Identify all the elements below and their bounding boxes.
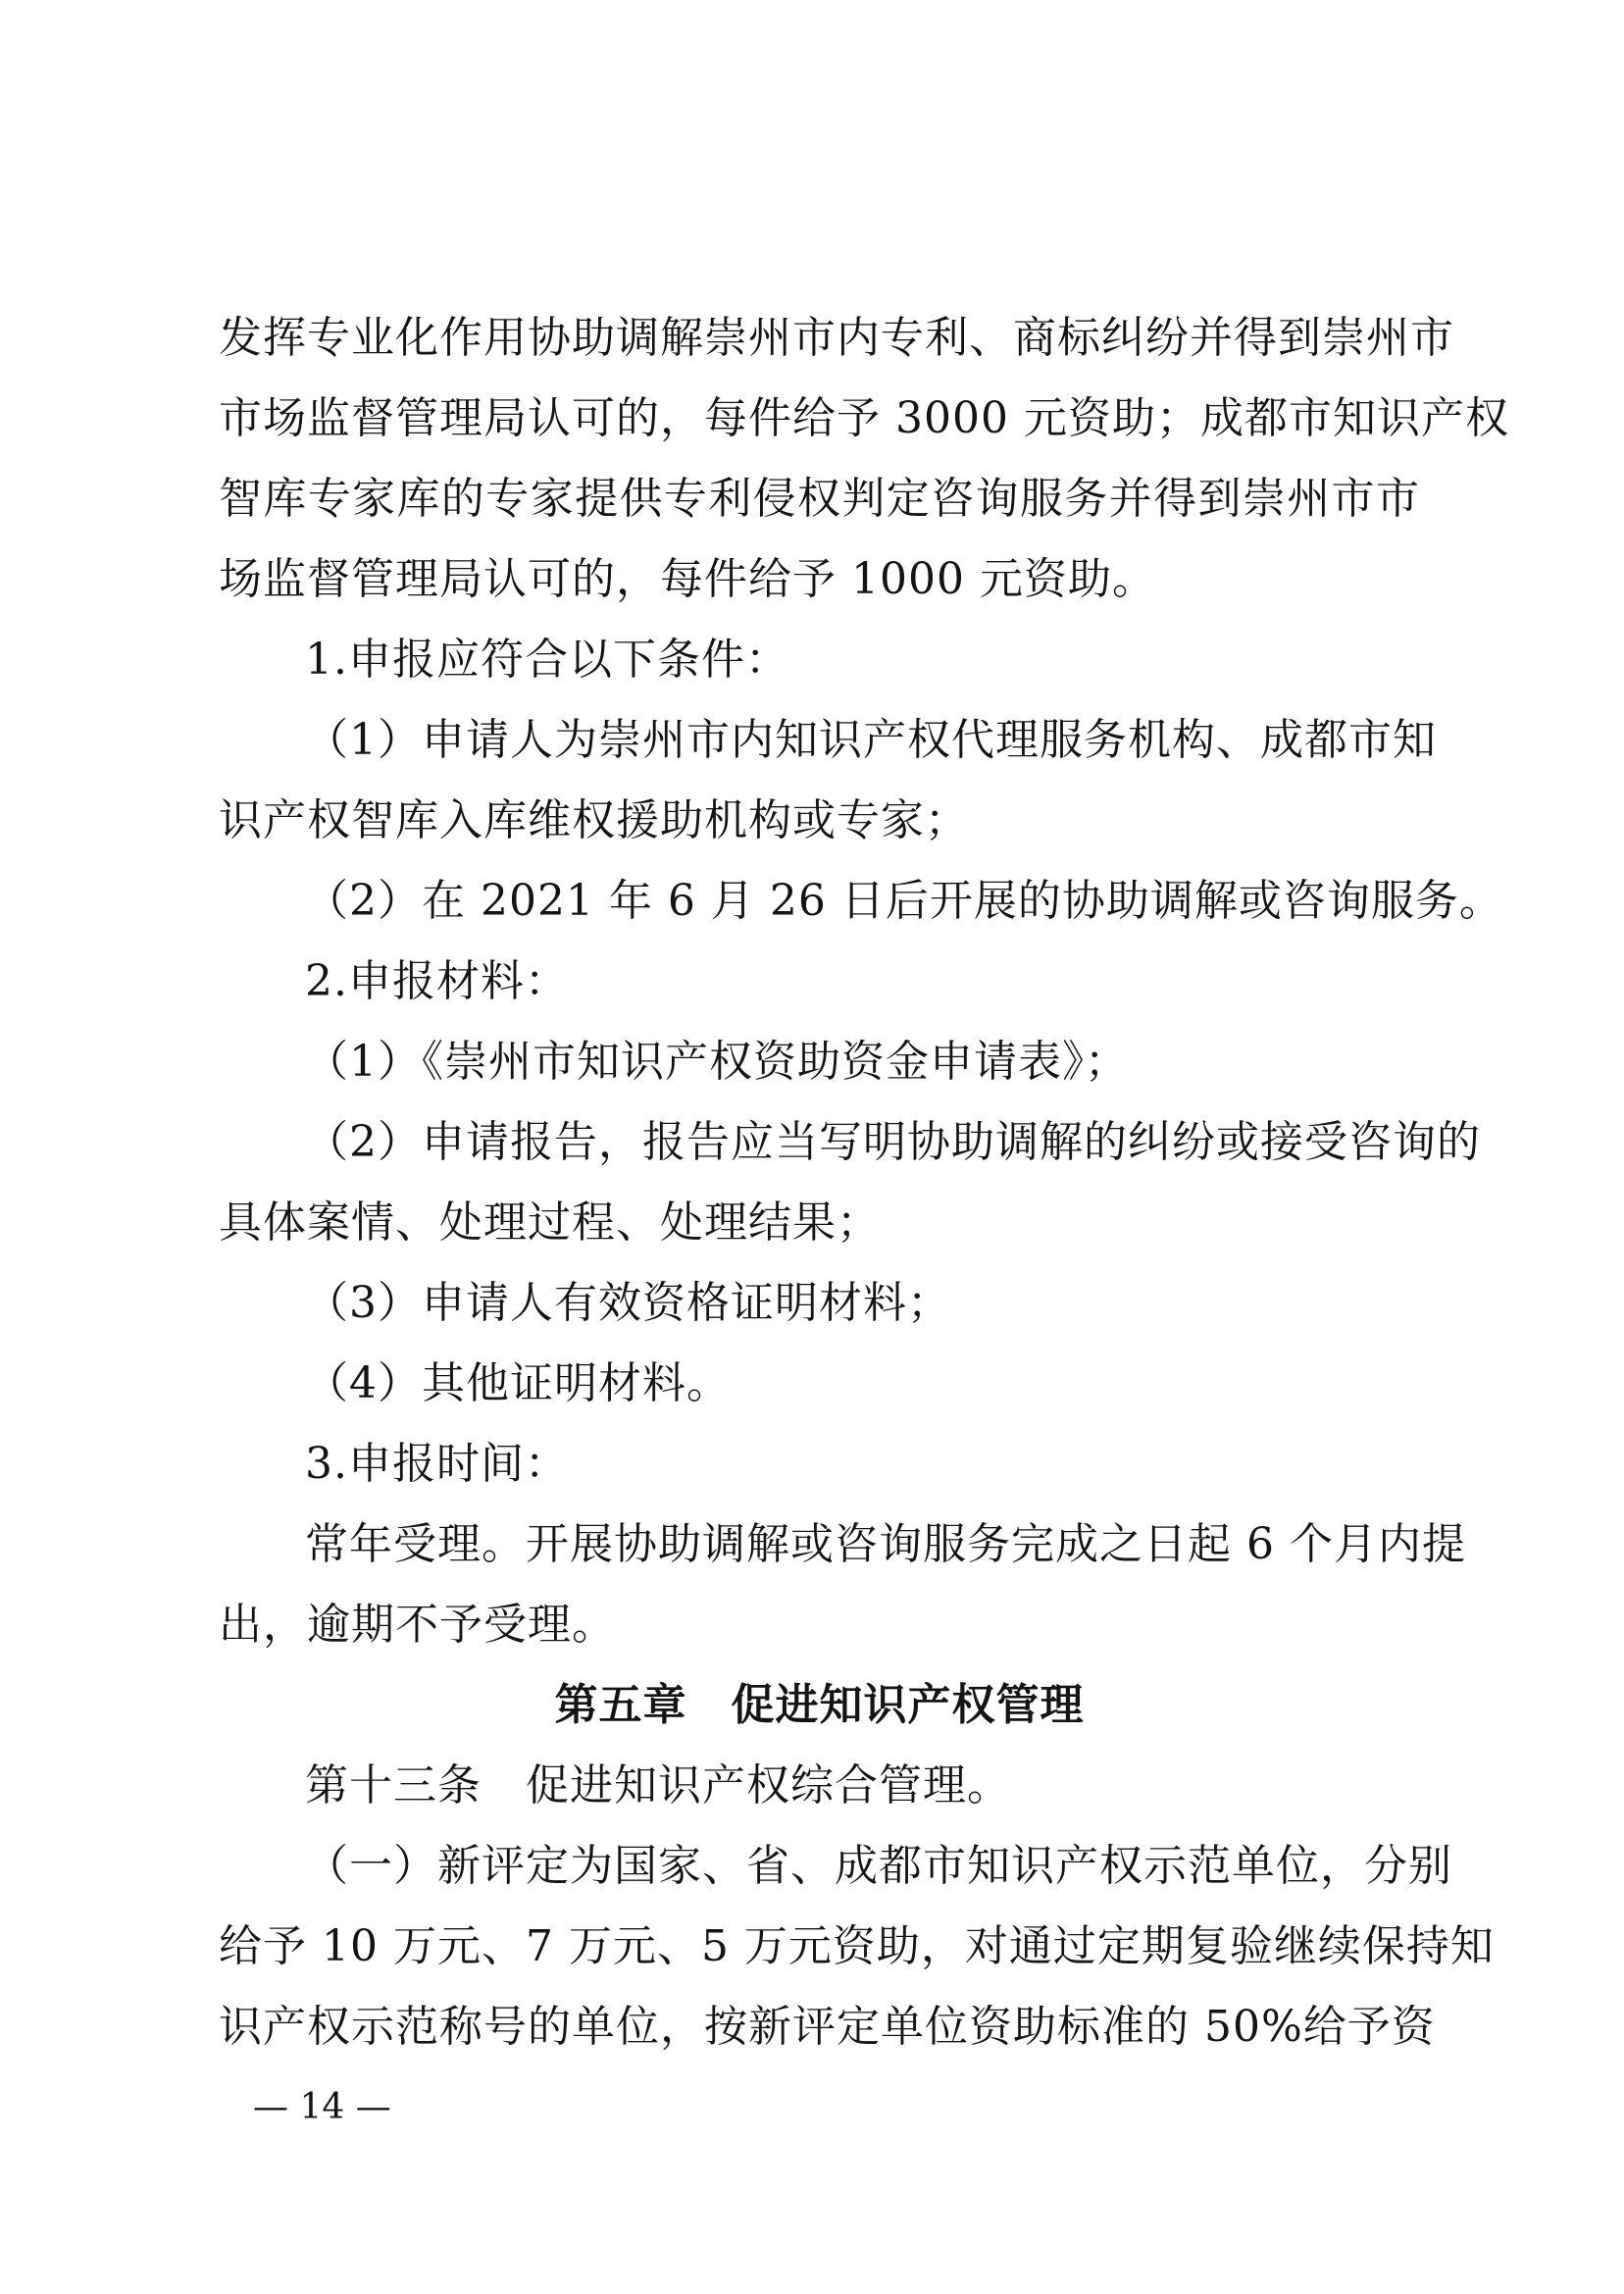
- item3-title: 3.申报时间：: [305, 1439, 569, 1489]
- paragraph-line: 智库专家库的专家提供专利侵权判定咨询服务并得到崇州市市: [219, 474, 1420, 524]
- article13-item1-line: 识产权示范称号的单位，按新评定单位资助标准的 50%给予资: [219, 2002, 1436, 2052]
- item2-title: 2.申报材料：: [305, 956, 569, 1006]
- paragraph-line: 发挥专业化作用协助调解崇州市内专利、商标纠纷并得到崇州市: [219, 313, 1454, 363]
- item1-condition2: （2）在 2021 年 6 月 26 日后开展的协助调解或咨询服务。: [305, 876, 1503, 926]
- item2-material3: （3）申请人有效资格证明材料；: [305, 1278, 951, 1328]
- document-body: [219, 298, 1509, 2067]
- item2-material2-line: （2）申请报告，报告应当写明协助调解的纠纷或接受咨询的: [305, 1117, 1481, 1167]
- chapter-heading: 第五章 促进知识产权管理: [554, 1680, 1085, 1730]
- item1-condition1-line: 识产权智库入库维权援助机构或专家；: [219, 795, 969, 845]
- item2-material4: （4）其他证明材料。: [305, 1358, 731, 1408]
- item2-material2-line: 具体案情、处理过程、处理结果；: [219, 1198, 881, 1248]
- item3-text-line: 常年受理。开展协助调解或咨询服务完成之日起 6 个月内提: [305, 1519, 1466, 1569]
- paragraph-line: 场监督管理局认可的，每件给予 1000 元资助。: [219, 554, 1156, 604]
- item1-condition1-line: （1）申请人为崇州市内知识产权代理服务机构、成都市知: [305, 715, 1437, 765]
- page-number: — 14 —: [253, 2087, 391, 2127]
- item3-text-line: 出，逾期不予受理。: [219, 1600, 616, 1650]
- article13-item1-line: （一）新评定为国家、省、成都市知识产权示范单位，分别: [305, 1841, 1452, 1891]
- paragraph-line: 市场监督管理局认可的，每件给予 3000 元资助；成都市知识产权: [219, 393, 1509, 443]
- article13-title: 第十三条 促进知识产权综合管理。: [305, 1760, 1011, 1810]
- item2-material1: （1）《崇州市知识产权资助资金申请表》；: [305, 1037, 1129, 1087]
- item1-title: 1.申报应符合以下条件：: [305, 635, 789, 685]
- article13-item1-line: 给予 10 万元、7 万元、5 万元资助，对通过定期复验继续保持知: [219, 1921, 1495, 1971]
